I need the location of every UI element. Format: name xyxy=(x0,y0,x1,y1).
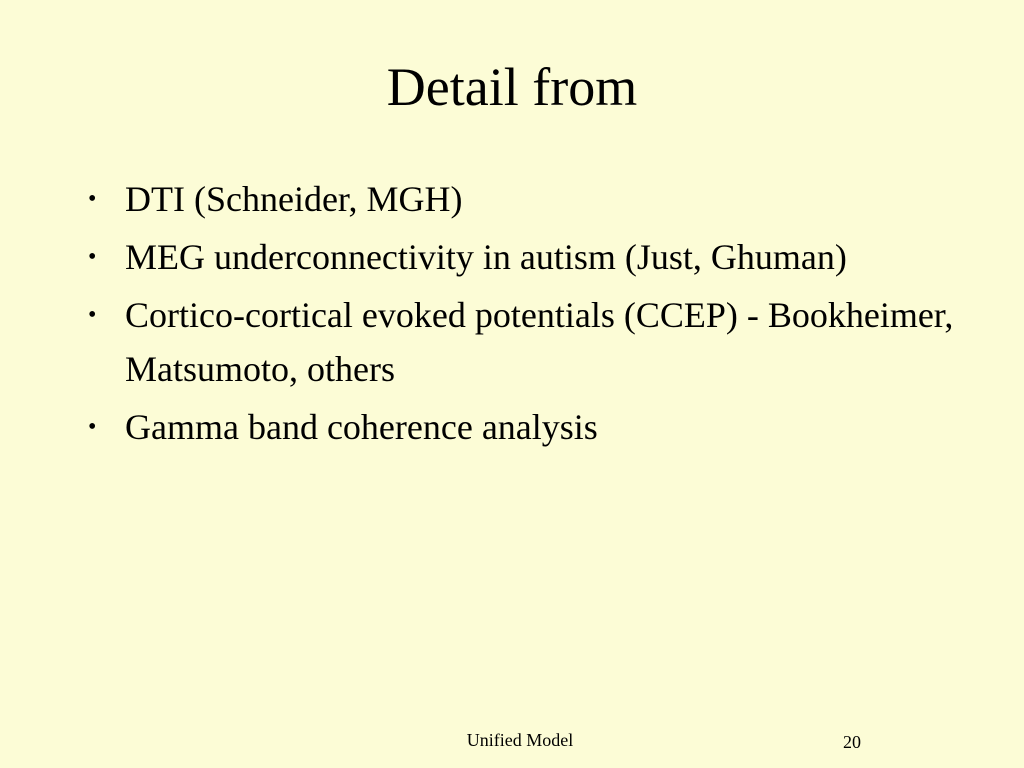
bullet-icon: • xyxy=(88,186,97,212)
page-number: 20 xyxy=(843,732,861,752)
bullet-item xyxy=(88,288,968,396)
bullet-item xyxy=(88,172,968,226)
footer-text: Unified Model xyxy=(466,730,574,750)
bullet-list xyxy=(88,172,968,458)
bullet-icon: • xyxy=(88,302,97,328)
bullet-text: Gamma band coherence analysis xyxy=(125,407,598,447)
bullet-icon: • xyxy=(88,244,97,270)
bullet-item xyxy=(88,230,968,284)
bullet-icon: • xyxy=(88,414,97,440)
bullet-item xyxy=(88,400,968,454)
bullet-text: Cortico-cortical evoked potentials (CCEP) - Bookheimer, Matsumoto, others xyxy=(125,295,954,389)
bullet-text: MEG underconnectivity in autism (Just, Ghuman) xyxy=(125,237,847,277)
slide-title: Detail from xyxy=(386,57,638,117)
bullet-text: DTI (Schneider, MGH) xyxy=(125,179,463,219)
